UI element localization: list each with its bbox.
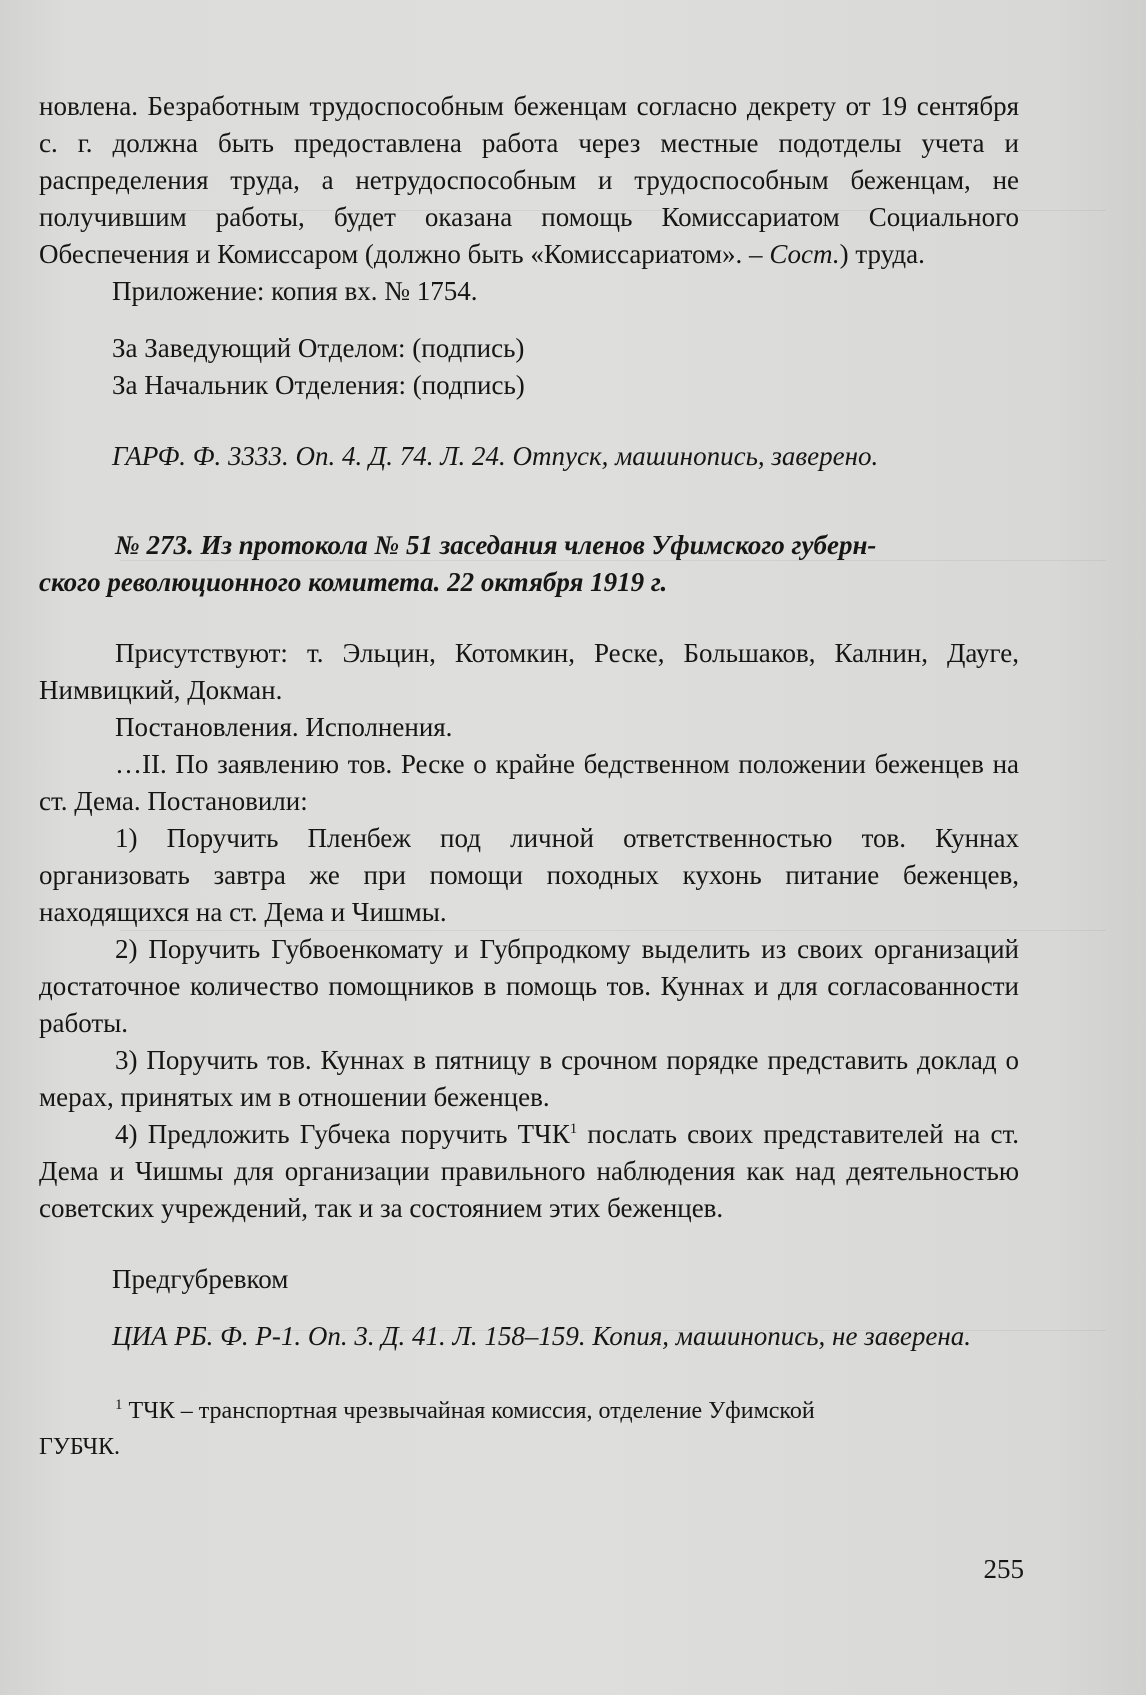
item-ii: …II. По заявлению тов. Реске о крайне бедственном положении беженцев на ст. Дема. Постановили: (39, 749, 1019, 816)
footnote-continuation: ГУБЧК. (39, 1434, 121, 1460)
signature-head-department: За Заведующий Отделом: (подпись) (112, 333, 525, 363)
document-heading-line1: № 273. Из протокола № 51 заседания членов Уфимского губерн- (115, 530, 877, 560)
resolution-point-3: 3) Поручить тов. Куннах в пятницу в срочном порядке представить доклад о мерах, принятых им в отношении беженцев. (39, 1045, 1019, 1112)
document-heading-line2: ского революционного комитета. 22 октября 1919 г. (39, 567, 668, 597)
resolution-point-2: 2) Поручить Губвоенкомату и Губпродкому выделить из своих организаций достаточное количество помощников в помощь тов. Куннах и для согласованности работы. (39, 934, 1019, 1038)
footnote: $^1$ ТЧК – транспортная чрезвычайная комиссия, отделение Уфимской (115, 1397, 815, 1424)
archive-source-2: ЦИА РБ. Ф. Р-1. Оп. 3. Д. 41. Л. 158–159. Копия, машинопись, не заверена. (112, 1321, 972, 1351)
attachment-note: Приложение: копия вх. № 1754. (112, 276, 478, 306)
resolutions-label: Постановления. Исполнения. (115, 712, 453, 742)
archive-source-1: ГАРФ. Ф. 3333. Оп. 4. Д. 74. Л. 24. Отпуск, машинопись, заверено. (112, 441, 879, 471)
resolution-point-4: 4) Предложить Губчека поручить ТЧК$^1$ послать своих представителей на ст. Дема и Чишмы для организации правильного наблюдения как над деятельностью советских учреждений, так и за состоянием этих беженцев. (39, 1119, 1019, 1223)
footnote-mark: 1 (115, 1397, 123, 1413)
page-text (39, 88, 1019, 1465)
signature-chair: Предгубревком (112, 1264, 289, 1294)
signature-head-section: За Начальник Отделения: (подпись) (112, 370, 525, 400)
paragraph-intro: новлена. Безработным трудоспособным беженцам согласно декрету от 19 сентября с. г. должна быть предоставлена работа через местные подотделы учета и распределения труда, а нетрудоспособным и трудоспособным беженцам, не получившим работы, будет оказана помощь Комиссариатом Социального Обеспечения и Комиссаром (должно быть «Комиссариатом». – Сост.) труда. (39, 91, 1019, 269)
footnote-ref: 1 (569, 1121, 578, 1137)
page-number: 255 (983, 1554, 1024, 1584)
attendees: Присутствуют: т. Эльцин, Котомкин, Реске, Большаков, Калнин, Дауге, Нимвицкий, Докман. (39, 638, 1019, 705)
resolution-point-1: 1) Поручить Пленбеж под личной ответственностью тов. Куннах организовать завтра же при помощи походных кухонь питание беженцев, находящихся на ст. Дема и Чишмы. (39, 823, 1019, 927)
